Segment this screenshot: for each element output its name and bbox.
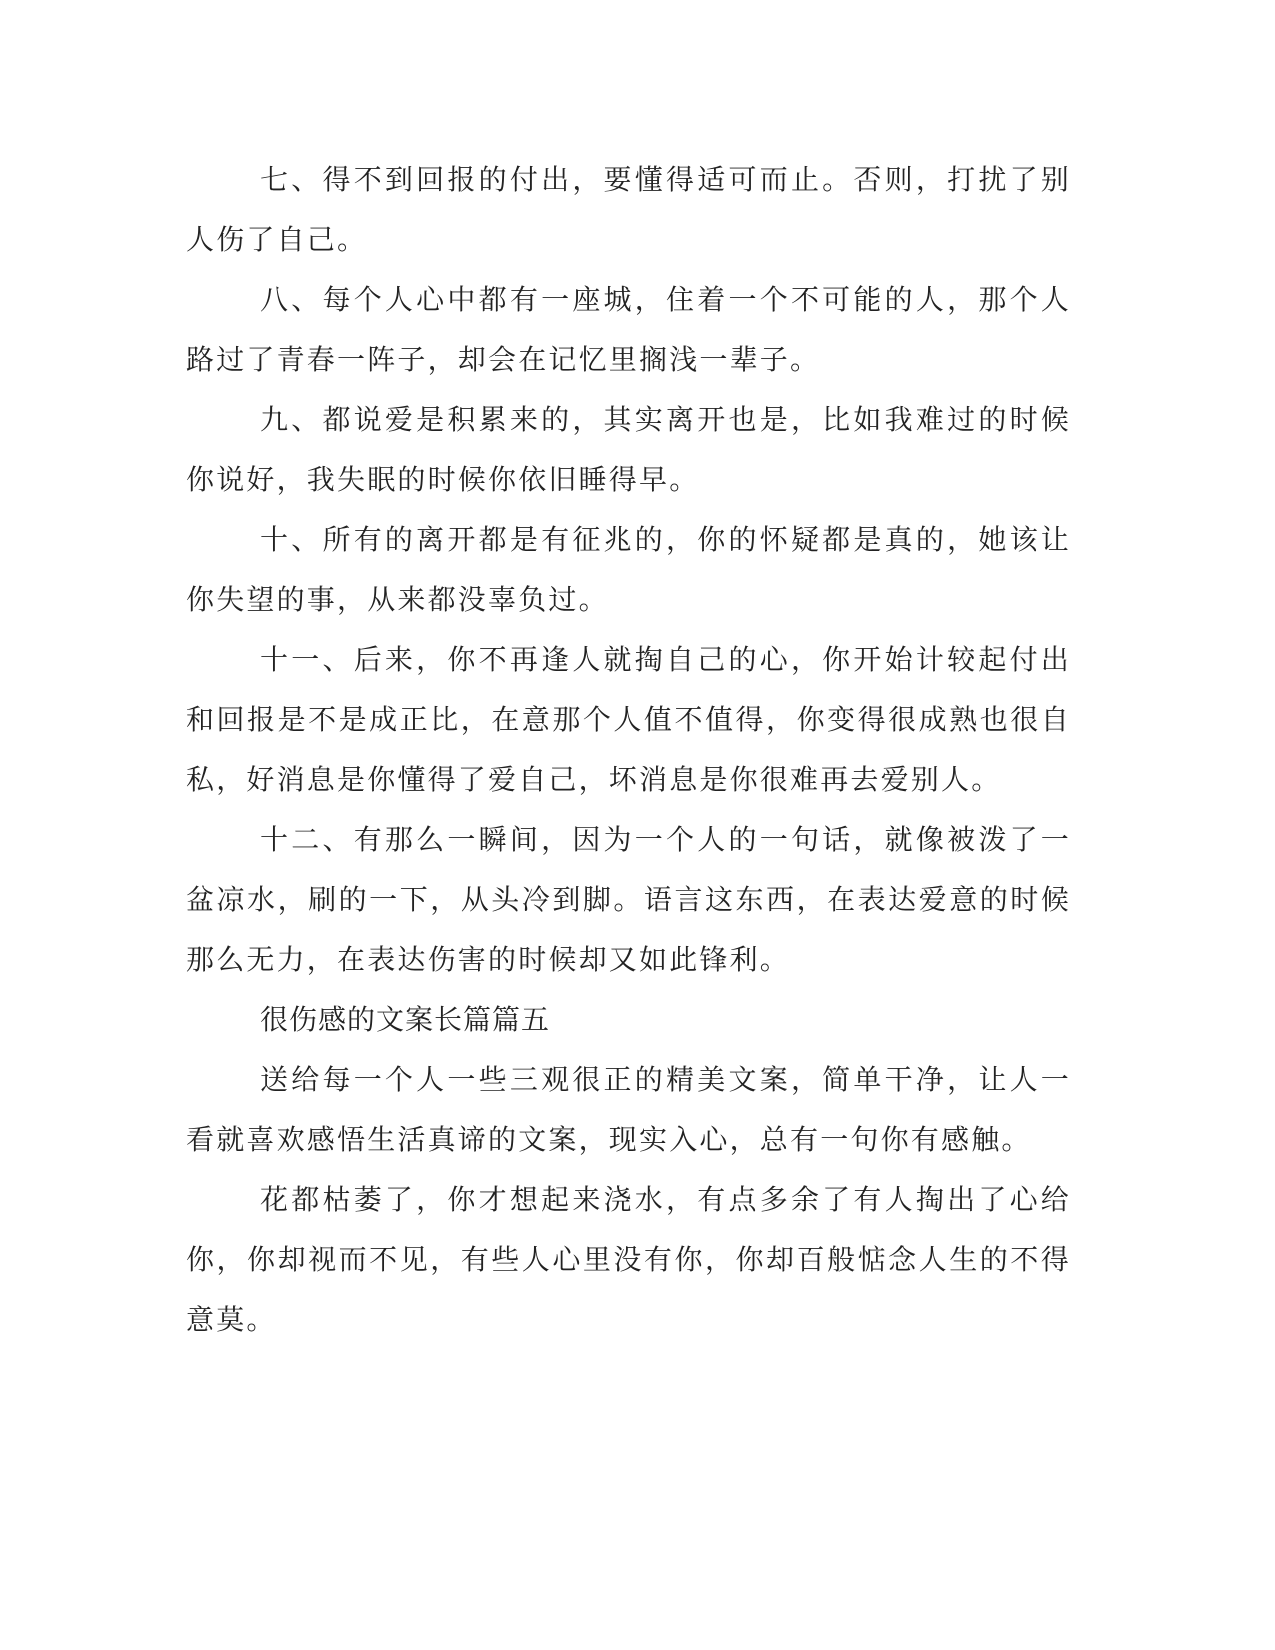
paragraph-10: 十、所有的离开都是有征兆的，你的怀疑都是真的，她该让你失望的事，从来都没辜负过。 bbox=[186, 523, 1071, 616]
section-paragraph-1: 送给每一个人一些三观很正的精美文案，简单干净，让人一看就喜欢感悟生活真谛的文案，现实入心，总有一句你有感触。 bbox=[186, 1063, 1071, 1156]
document-page bbox=[186, 150, 1071, 1350]
paragraph-7: 七、得不到回报的付出，要懂得适可而止。否则，打扰了别人伤了自己。 bbox=[186, 163, 1071, 256]
section-heading: 很伤感的文案长篇篇五 bbox=[260, 1003, 551, 1036]
paragraph-11: 十一、后来，你不再逢人就掏自己的心，你开始计较起付出和回报是不是成正比，在意那个人值不值得，你变得很成熟也很自私，好消息是你懂得了爱自己，坏消息是你很难再去爱别人。 bbox=[186, 643, 1071, 796]
section-paragraph-2: 花都枯萎了，你才想起来浇水，有点多余了有人掏出了心给你，你却视而不见，有些人心里没有你，你却百般惦念人生的不得意莫。 bbox=[186, 1183, 1071, 1336]
paragraph-12: 十二、有那么一瞬间，因为一个人的一句话，就像被泼了一盆凉水，刷的一下，从头冷到脚。语言这东西，在表达爱意的时候那么无力，在表达伤害的时候却又如此锋利。 bbox=[186, 823, 1071, 976]
paragraph-9: 九、都说爱是积累来的，其实离开也是，比如我难过的时候你说好，我失眠的时候你依旧睡得早。 bbox=[186, 403, 1071, 496]
paragraph-8: 八、每个人心中都有一座城，住着一个不可能的人，那个人路过了青春一阵子，却会在记忆里搁浅一辈子。 bbox=[186, 283, 1071, 376]
